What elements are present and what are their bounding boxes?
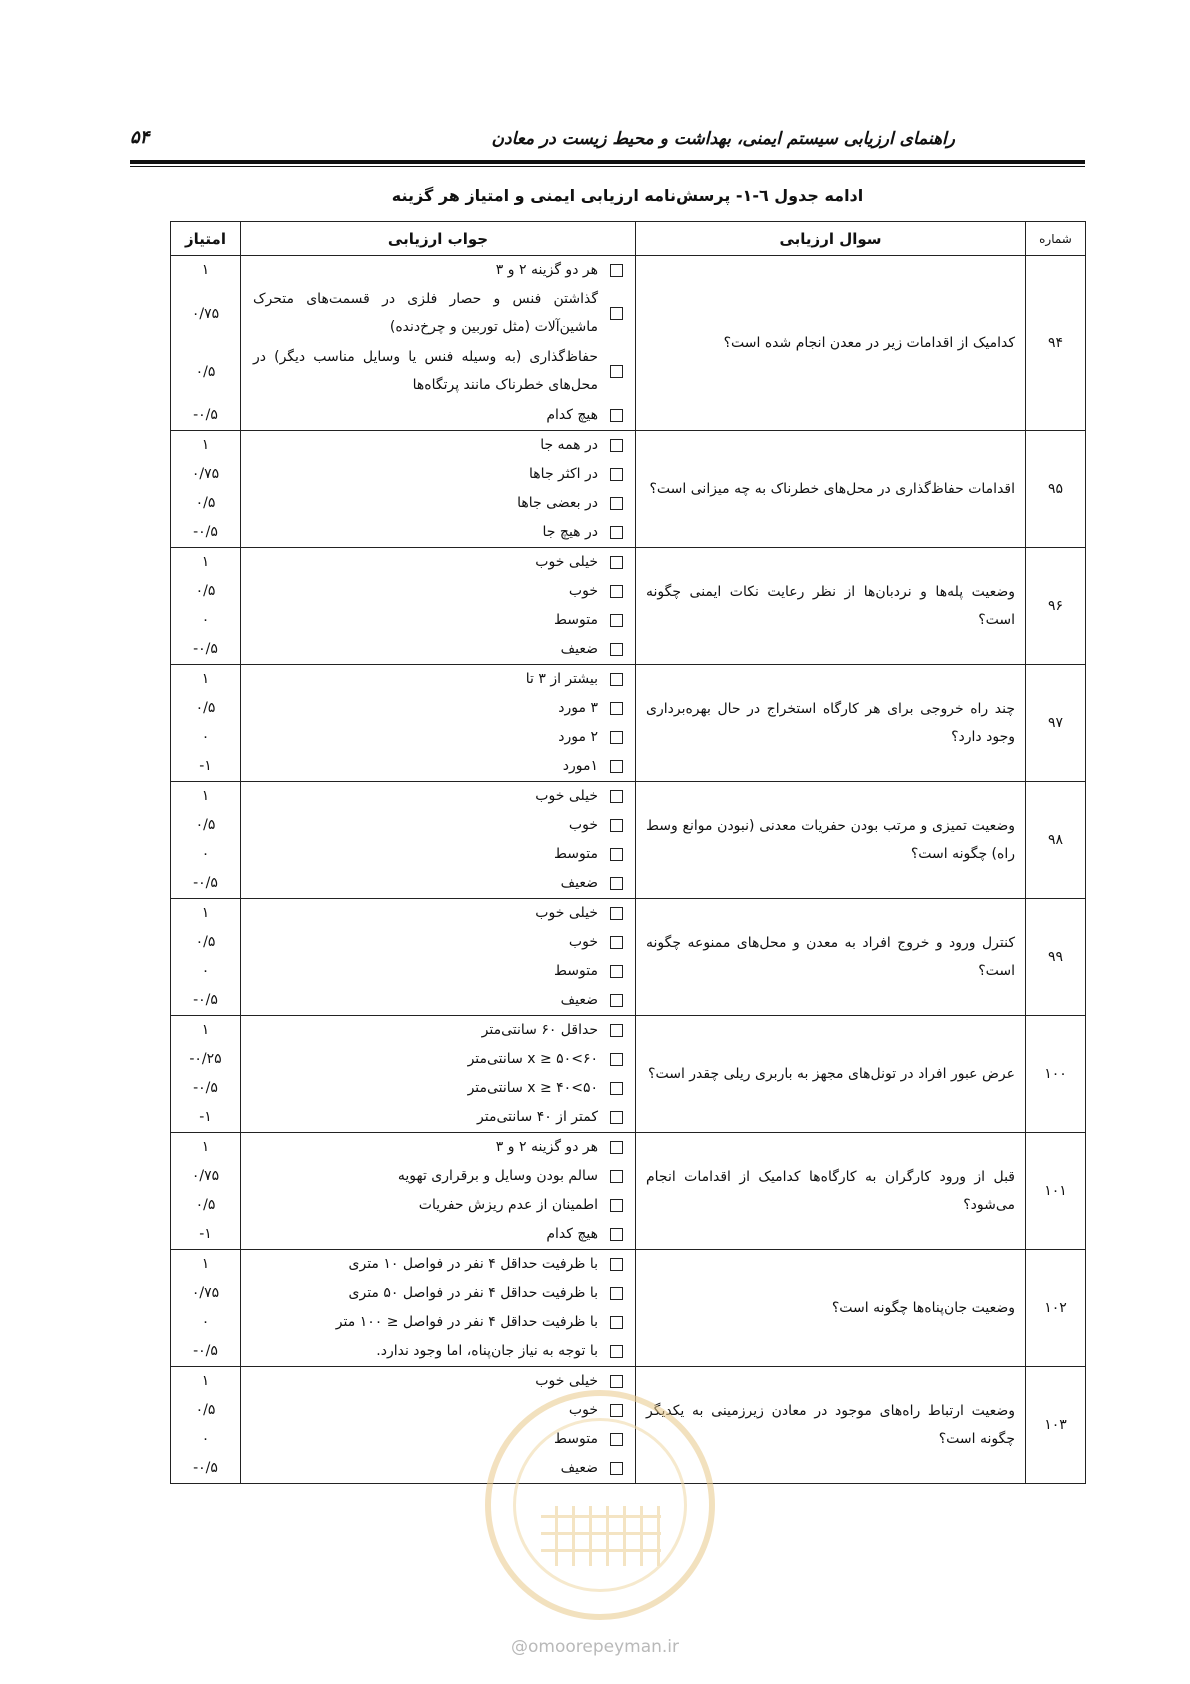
- option-score: ۰/۵: [195, 364, 216, 380]
- option-score: -۰/۵: [193, 992, 218, 1008]
- answer-option[interactable]: [241, 928, 635, 957]
- checkbox[interactable]: [610, 848, 623, 861]
- checkbox[interactable]: [610, 673, 623, 686]
- answer-option[interactable]: [241, 869, 635, 898]
- answer-options: [241, 431, 636, 548]
- answer-options: [241, 1133, 636, 1250]
- question-text: اقدامات حفاظ‌گذاری در محل‌های خطرناک به چه میزانی است؟: [636, 431, 1026, 548]
- option-score: -۱: [199, 1226, 212, 1242]
- answer-option[interactable]: [241, 840, 635, 869]
- checkbox[interactable]: [610, 760, 623, 773]
- answer-options: [241, 1250, 636, 1367]
- checkbox[interactable]: [610, 497, 623, 510]
- checkbox[interactable]: [610, 365, 623, 378]
- question-number: ۹۸: [1026, 782, 1086, 899]
- checkbox[interactable]: [610, 702, 623, 715]
- answer-option-label: ضعیف: [560, 641, 598, 657]
- answer-option[interactable]: [241, 899, 635, 928]
- table-row: [171, 782, 1086, 899]
- option-score: ۰/۵: [195, 495, 216, 511]
- answer-option-label: با توجه به نیاز جان‌پناه، اما وجود ندارد.: [376, 1343, 598, 1359]
- option-scores: [171, 431, 241, 548]
- option-score: -۰/۵: [193, 641, 218, 657]
- answer-option[interactable]: [241, 811, 635, 840]
- answer-option[interactable]: [241, 1337, 635, 1366]
- answer-option-label: در همه جا: [540, 437, 598, 453]
- option-score: ۰: [201, 963, 210, 979]
- answer-option[interactable]: [241, 694, 635, 723]
- option-scores: [171, 548, 241, 665]
- table-row: [171, 1250, 1086, 1367]
- question-text: وضعیت ارتباط راه‌های موجود در معادن زیرزمینی به یکدیگر چگونه است؟: [636, 1367, 1026, 1484]
- answer-option[interactable]: [241, 285, 635, 343]
- option-score: ۰: [201, 612, 210, 628]
- answer-option[interactable]: [241, 460, 635, 489]
- website-watermark: @omoorepeyman.ir: [510, 1637, 680, 1657]
- answer-option-label: با ظرفیت حداقل ۴ نفر در فواصل ≤ ۱۰۰ متر: [335, 1314, 598, 1330]
- answer-option-label: ضعیف: [560, 1460, 598, 1476]
- answer-option-label: گذاشتن فنس و حصار فلزی در قسمت‌های متحرک ماشین‌آلات (مثل توربین و چرخ‌دنده): [253, 291, 598, 335]
- checkbox[interactable]: [610, 526, 623, 539]
- col-header-question: سوال ارزیابی: [636, 222, 1026, 256]
- option-score: ۰/۵: [195, 583, 216, 599]
- option-score: ۰/۷۵: [191, 466, 220, 482]
- col-header-answer: جواب ارزیابی: [241, 222, 636, 256]
- table-caption: ادامه جدول ٦-١- پرسش‌نامه ارزیابی ایمنی و امتیاز هر گزینه: [391, 186, 864, 205]
- question-number: ۹۷: [1026, 665, 1086, 782]
- checkbox[interactable]: [610, 643, 623, 656]
- answer-option[interactable]: [241, 635, 635, 664]
- option-score: ۰/۵: [195, 1402, 216, 1418]
- answer-option[interactable]: [241, 431, 635, 460]
- checkbox[interactable]: [610, 1345, 623, 1358]
- answer-option-label: هیچ کدام: [546, 407, 598, 423]
- checkbox[interactable]: [610, 965, 623, 978]
- answer-option-label: با ظرفیت حداقل ۴ نفر در فواصل ۱۰ متری: [348, 1256, 598, 1272]
- checkbox[interactable]: [610, 819, 623, 832]
- checkbox[interactable]: [610, 877, 623, 890]
- checkbox[interactable]: [610, 556, 623, 569]
- answer-option[interactable]: [241, 1191, 635, 1220]
- question-number: ۹۶: [1026, 548, 1086, 665]
- question-text: وضعیت پله‌ها و نردبان‌ها از نظر رعایت نکات ایمنی چگونه است؟: [636, 548, 1026, 665]
- option-score: ۰/۷۵: [191, 1168, 220, 1184]
- answer-option-label: ۳ مورد: [558, 700, 598, 716]
- question-text: قبل از ورود کارگران به کارگاه‌ها کدامیک از اقدامات انجام می‌شود؟: [636, 1133, 1026, 1250]
- question-number: ۱۰۳: [1026, 1367, 1086, 1484]
- answer-option[interactable]: [241, 1103, 635, 1132]
- checkbox[interactable]: [610, 1258, 623, 1271]
- checkbox[interactable]: [610, 439, 623, 452]
- answer-option-label: در هیچ جا: [542, 524, 598, 540]
- answer-option-label: خیلی خوب: [535, 788, 598, 804]
- option-score: ۱: [201, 262, 210, 278]
- checkbox[interactable]: [610, 307, 623, 320]
- answer-option-label: با ظرفیت حداقل ۴ نفر در فواصل ۵۰ متری: [348, 1285, 598, 1301]
- answer-option[interactable]: [241, 577, 635, 606]
- option-scores: [171, 1133, 241, 1250]
- question-number: ۹۴: [1026, 256, 1086, 431]
- answer-option-label: خیلی خوب: [535, 905, 598, 921]
- answer-options: [241, 256, 636, 431]
- option-scores: [171, 782, 241, 899]
- table-row: [171, 256, 1086, 431]
- table-row: [171, 1133, 1086, 1250]
- seal-grid-pattern: [541, 1506, 661, 1566]
- answer-option-label: بیشتر از ۳ تا: [525, 671, 598, 687]
- option-score: -۰/۵: [193, 524, 218, 540]
- option-score: ۱: [201, 1373, 210, 1389]
- option-score: -۰/۵: [193, 1460, 218, 1476]
- header-rule-thin: [130, 166, 1085, 167]
- answer-option-label: اطمینان از عدم ریزش حفریات: [418, 1197, 598, 1213]
- question-number: ۱۰۲: [1026, 1250, 1086, 1367]
- checkbox[interactable]: [610, 1141, 623, 1154]
- checkbox[interactable]: [610, 731, 623, 744]
- answer-options: [241, 548, 636, 665]
- answer-option-label: خیلی خوب: [535, 1373, 598, 1389]
- option-score: ۰/۵: [195, 1197, 216, 1213]
- header-rule-thick: [130, 160, 1085, 164]
- answer-option[interactable]: [241, 401, 635, 430]
- question-text: عرض عبور افراد در تونل‌های مجهز به باربری ریلی چقدر است؟: [636, 1016, 1026, 1133]
- checkbox[interactable]: [610, 1170, 623, 1183]
- option-score: ۱: [201, 1256, 210, 1272]
- question-text: کنترل ورود و خروج افراد به معدن و محل‌های ممنوعه چگونه است؟: [636, 899, 1026, 1016]
- option-scores: [171, 899, 241, 1016]
- answer-option[interactable]: [241, 1308, 635, 1337]
- option-score: -۰/۵: [193, 1343, 218, 1359]
- option-score: ۰: [201, 729, 210, 745]
- answer-option[interactable]: [241, 1250, 635, 1279]
- checkbox[interactable]: [610, 936, 623, 949]
- answer-option-label: هیچ کدام: [546, 1226, 598, 1242]
- page-header: [130, 127, 1085, 163]
- checkbox[interactable]: [610, 790, 623, 803]
- answer-option[interactable]: [241, 1016, 635, 1045]
- answer-option-label: خیلی خوب: [535, 554, 598, 570]
- checkbox[interactable]: [610, 1316, 623, 1329]
- option-scores: [171, 1250, 241, 1367]
- col-header-number: شماره: [1026, 222, 1086, 256]
- answer-option-label: حداقل ۶۰ سانتی‌متر: [481, 1022, 598, 1038]
- answer-option[interactable]: [241, 548, 635, 577]
- checkbox[interactable]: [610, 994, 623, 1007]
- answer-option-label: در اکثر جاها: [529, 466, 598, 482]
- table-row: [171, 665, 1086, 782]
- answer-option-label: خوب: [568, 817, 598, 833]
- table-header-row: [171, 222, 1086, 256]
- option-score: ۱: [201, 788, 210, 804]
- answer-option-label: در بعضی جاها: [517, 495, 598, 511]
- table-row: [171, 1016, 1086, 1133]
- option-score: -۰/۵: [193, 407, 218, 423]
- answer-option[interactable]: [241, 957, 635, 986]
- answer-option-label: ۵۰>x ≥ ۴۰ سانتی‌متر: [467, 1080, 598, 1096]
- answer-option-label: هر دو گزینه ۲ و ۳: [495, 1139, 598, 1155]
- answer-option[interactable]: [241, 1074, 635, 1103]
- answer-option-label: حفاظ‌گذاری (به وسیله فنس یا وسایل مناسب دیگر) در محل‌های خطرناک مانند پرتگاه‌ها: [253, 349, 598, 393]
- answer-option-label: سالم بودن وسایل و برقراری تهویه: [397, 1168, 598, 1184]
- running-title: راهنمای ارزیابی سیستم ایمنی، بهداشت و محیط زیست در معادن: [491, 129, 955, 149]
- table-row: [171, 548, 1086, 665]
- option-score: -۱: [199, 1109, 212, 1125]
- option-score: ۱: [201, 671, 210, 687]
- answer-option[interactable]: [241, 665, 635, 694]
- checkbox[interactable]: [610, 1199, 623, 1212]
- answer-option-label: ضعیف: [560, 875, 598, 891]
- answer-option-label: خوب: [568, 934, 598, 950]
- checkbox[interactable]: [610, 468, 623, 481]
- answer-option-label: کمتر از ۴۰ سانتی‌متر: [477, 1109, 598, 1125]
- answer-option-label: متوسط: [554, 846, 598, 862]
- question-number: ۹۵: [1026, 431, 1086, 548]
- option-scores: [171, 1367, 241, 1484]
- option-score: ۰: [201, 846, 210, 862]
- table-row: [171, 431, 1086, 548]
- checkbox[interactable]: [610, 614, 623, 627]
- answer-options: [241, 899, 636, 1016]
- question-text: وضعیت تمیزی و مرتب بودن حفریات معدنی (نبودن موانع وسط راه) چگونه است؟: [636, 782, 1026, 899]
- checkbox[interactable]: [610, 1082, 623, 1095]
- checkbox[interactable]: [610, 1375, 623, 1388]
- checkbox[interactable]: [610, 264, 623, 277]
- answer-options: [241, 665, 636, 782]
- checkbox[interactable]: [610, 585, 623, 598]
- question-text: وضعیت جان‌پناه‌ها چگونه است؟: [636, 1250, 1026, 1367]
- option-score: ۰/۷۵: [191, 306, 220, 322]
- answer-option-label: ۶۰>x ≥ ۵۰ سانتی‌متر: [467, 1051, 598, 1067]
- option-score: -۰/۵: [193, 875, 218, 891]
- checkbox[interactable]: [610, 1287, 623, 1300]
- checkbox[interactable]: [610, 1228, 623, 1241]
- answer-option[interactable]: [241, 1162, 635, 1191]
- answer-option-label: هر دو گزینه ۲ و ۳: [495, 262, 598, 278]
- question-text: چند راه خروجی برای هر کارگاه استخراج در حال بهره‌برداری وجود دارد؟: [636, 665, 1026, 782]
- answer-option-label: خوب: [568, 583, 598, 599]
- answer-option[interactable]: [241, 489, 635, 518]
- checkbox[interactable]: [610, 907, 623, 920]
- answer-option[interactable]: [241, 256, 635, 285]
- answer-options: [241, 782, 636, 899]
- answer-option-label: ضعیف: [560, 992, 598, 1008]
- option-score: ۰/۷۵: [191, 1285, 220, 1301]
- answer-option-label: متوسط: [554, 612, 598, 628]
- answer-option-label: ۱مورد: [562, 758, 598, 774]
- option-score: ۱: [201, 554, 210, 570]
- option-score: ۰/۵: [195, 700, 216, 716]
- checkbox[interactable]: [610, 1111, 623, 1124]
- option-scores: [171, 1016, 241, 1133]
- answer-option[interactable]: [241, 986, 635, 1015]
- checkbox[interactable]: [610, 409, 623, 422]
- option-scores: [171, 256, 241, 431]
- option-score: -۱: [199, 758, 212, 774]
- answer-option-label: خوب: [568, 1402, 598, 1418]
- option-score: ۰/۵: [195, 934, 216, 950]
- answer-option[interactable]: [241, 782, 635, 811]
- answer-option[interactable]: [241, 1045, 635, 1074]
- publisher-seal-watermark: [485, 1390, 715, 1620]
- answer-option[interactable]: [241, 752, 635, 781]
- option-score: -۰/۵: [193, 1080, 218, 1096]
- option-score: -۰/۲۵: [189, 1051, 222, 1067]
- option-score: ۰: [201, 1431, 210, 1447]
- question-number: ۱۰۰: [1026, 1016, 1086, 1133]
- answer-options: [241, 1016, 636, 1133]
- option-score: ۱: [201, 437, 210, 453]
- answer-option[interactable]: [241, 1220, 635, 1249]
- answer-option-label: ۲ مورد: [558, 729, 598, 745]
- checkbox[interactable]: [610, 1053, 623, 1066]
- answer-option[interactable]: [241, 723, 635, 752]
- answer-option[interactable]: [241, 606, 635, 635]
- option-score: ۰/۵: [195, 817, 216, 833]
- answer-option-label: متوسط: [554, 963, 598, 979]
- option-score: ۱: [201, 1139, 210, 1155]
- option-score: ۰: [201, 1314, 210, 1330]
- option-scores: [171, 665, 241, 782]
- answer-option[interactable]: [241, 1279, 635, 1308]
- assessment-table: [170, 221, 1086, 1484]
- col-header-score: امتیاز: [171, 222, 241, 256]
- answer-option[interactable]: [241, 343, 635, 401]
- answer-option[interactable]: [241, 1133, 635, 1162]
- checkbox[interactable]: [610, 1024, 623, 1037]
- answer-option-label: متوسط: [554, 1431, 598, 1447]
- question-number: ۱۰۱: [1026, 1133, 1086, 1250]
- page-number: ۵۴: [130, 127, 150, 148]
- table-row: [171, 899, 1086, 1016]
- question-number: ۹۹: [1026, 899, 1086, 1016]
- option-score: ۱: [201, 1022, 210, 1038]
- option-score: ۱: [201, 905, 210, 921]
- question-text: کدامیک از اقدامات زیر در معدن انجام شده است؟: [636, 256, 1026, 431]
- answer-option[interactable]: [241, 518, 635, 547]
